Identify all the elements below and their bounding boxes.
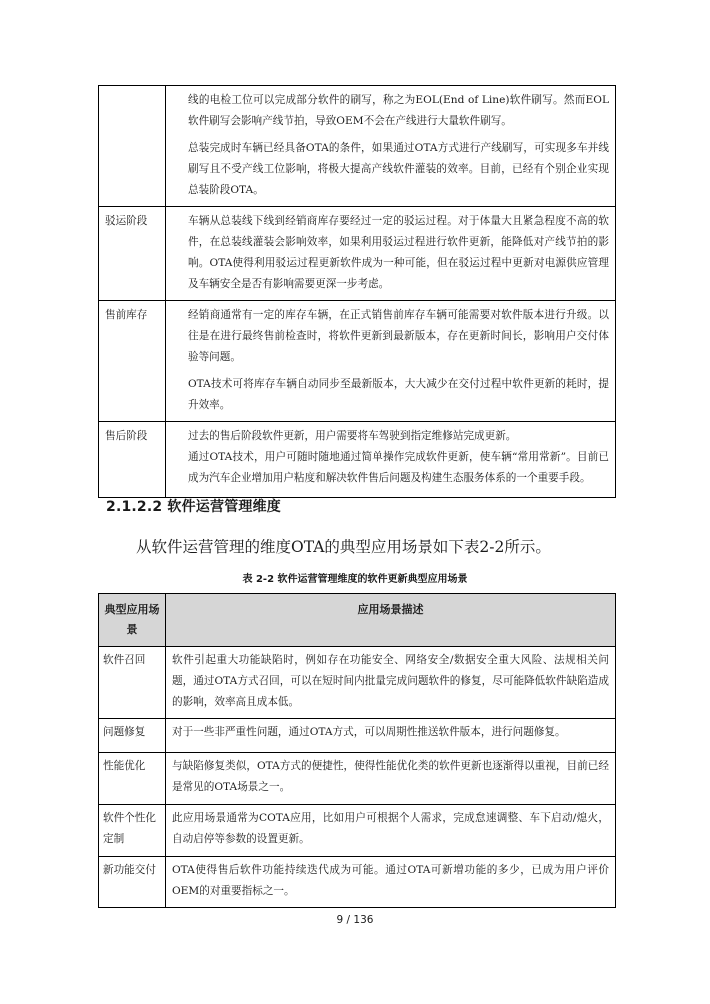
table-cell-label: 驳运阶段	[99, 207, 166, 301]
paragraph: 车辆从总装线下线到经销商库存要经过一定的驳运过程。对于体量大且紧急程度不高的软件，在总装线灌装会影响效率，如果利用驳运过程进行软件更新，能降低对产线节拍的影响。OTA使得利用驳运过程更新软件成为一种可能，但在驳运过程中更新对电源供应管理及车辆安全是否有影响需要更深一步考虑。	[188, 215, 609, 290]
table-row	[99, 647, 616, 719]
table-row	[99, 719, 616, 753]
table-cell-description	[166, 301, 616, 422]
ota-stage-table-continued	[98, 85, 616, 498]
page-number: 9 / 136	[336, 914, 374, 926]
table-cell-label: 软件个性化定制	[99, 805, 166, 857]
table-cell-label: 售后阶段	[99, 422, 166, 498]
paragraph: OTA技术可将库存车辆自动同步至最新版本，大大减少在交付过程中软件更新的耗时，提升效率。	[188, 378, 609, 411]
table-cell-label: 新功能交付	[99, 857, 166, 908]
paragraph: 线的电检工位可以完成部分软件的刷写，称之为EOL(End of Line)软件刷写。然而EOL软件刷写会影响产线节拍，导致OEM不会在产线进行大量软件刷写。	[188, 94, 609, 127]
table-row	[99, 753, 616, 805]
column-header-scenario: 典型应用场景	[99, 594, 166, 647]
table-row	[99, 857, 616, 908]
column-header-description: 应用场景描述	[166, 594, 616, 647]
table-cell-description: 此应用场景通常为COTA应用，比如用户可根据个人需求，完成怠速调整、车下启动/熄火，自动启停等参数的设置更新。	[166, 805, 616, 857]
table-caption: 表 2-2 软件运营管理维度的软件更新典型应用场景	[242, 574, 468, 585]
table-cell-description: OTA使得售后软件功能持续迭代成为可能。通过OTA可新增功能的多少，已成为用户评价OEM的对重要指标之一。	[166, 857, 616, 908]
table-cell-description: 对于一些非严重性问题，通过OTA方式，可以周期性推送软件版本，进行问题修复。	[166, 719, 616, 753]
section-intro: 从软件运营管理的维度OTA的典型应用场景如下表2-2所示。	[136, 538, 551, 556]
table-cell-label: 软件召回	[99, 647, 166, 719]
table-cell-description	[166, 422, 616, 498]
table-cell-label: 售前库存	[99, 301, 166, 422]
section-heading: 2.1.2.2 软件运营管理维度	[106, 499, 281, 515]
table-cell-label: 性能优化	[99, 753, 166, 805]
table-row	[99, 86, 616, 207]
paragraph: 经销商通常有一定的库存车辆，在正式销售前库存车辆可能需要对软件版本进行升级。以往是在进行最终售前检查时，将软件更新到最新版本，存在更新时间长，影响用户交付体验等问题。	[188, 309, 609, 363]
table-cell-label: 问题修复	[99, 719, 166, 753]
paragraph: 总装完成时车辆已经具备OTA的条件，如果通过OTA方式进行产线刷写，可实现多车并线刷写且不受产线工位影响，将极大提高产线软件灌装的效率。目前，已经有个别企业实现总装阶段OTA。	[188, 142, 609, 196]
paragraph: 过去的售后阶段软件更新，用户需要将车驾驶到指定维修站完成更新。 通过OTA技术，用户可随时随地通过简单操作完成软件更新，使车辆“常用常新”。目前已成为汽车企业增加用户粘度和解决软件售后问题及构建生态服务体系的一个重要手段。	[188, 430, 609, 484]
table-cell-label	[99, 86, 166, 207]
software-ops-scenario-table	[98, 593, 616, 908]
table-cell-description: 与缺陷修复类似，OTA方式的便捷性，使得性能优化类的软件更新也逐渐得以重视，目前已经是常见的OTA场景之一。	[166, 753, 616, 805]
table-header-row	[99, 594, 616, 647]
table-row	[99, 805, 616, 857]
table-row	[99, 422, 616, 498]
table-row	[99, 207, 616, 301]
table-cell-description	[166, 86, 616, 207]
table-cell-description: 软件引起重大功能缺陷时，例如存在功能安全、网络安全/数据安全重大风险、法规相关问题，通过OTA方式召回，可以在短时间内批量完成问题软件的修复，尽可能降低软件缺陷造成的影响，效率高且成本低。	[166, 647, 616, 719]
table-cell-description	[166, 207, 616, 301]
table-row	[99, 301, 616, 422]
